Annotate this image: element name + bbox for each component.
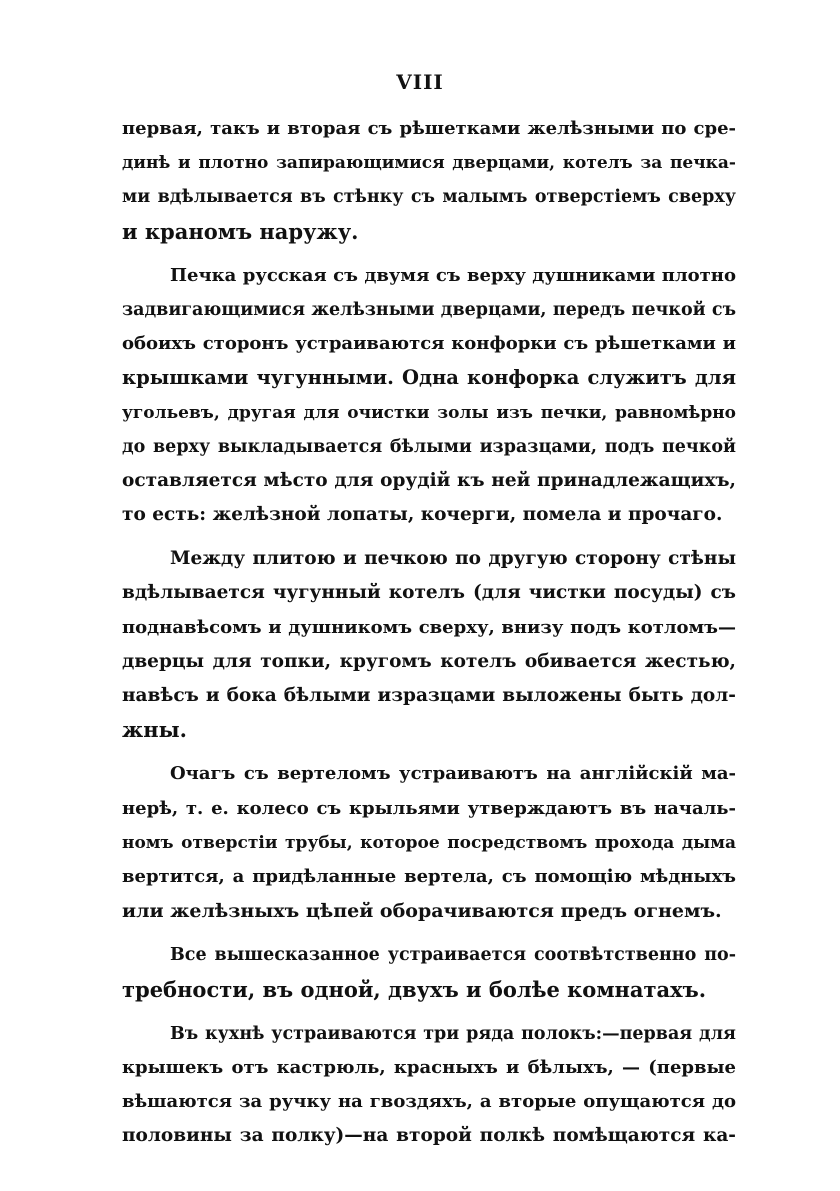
text-line: обоихъ сторонъ устраиваются конфорки съ рѣшетками и bbox=[122, 333, 736, 355]
text-line: дверцы для топки, кругомъ котелъ обивается жестью, bbox=[122, 650, 736, 672]
text-line: крышками чугунными. Одна конфорка служитъ для bbox=[122, 366, 736, 390]
text-line: угольевъ, другая для очистки золы изъ печки, равномѣрно bbox=[122, 402, 736, 423]
paragraph-1 bbox=[122, 112, 736, 249]
paragraph-5 bbox=[122, 938, 736, 1006]
text-line: Между плитою и печкою по другую сторону стѣны bbox=[170, 548, 736, 570]
paragraph-4 bbox=[122, 757, 736, 928]
text-line: оставляется мѣсто для орудій къ ней принадлежащихъ, bbox=[122, 469, 736, 491]
text-line: вертится, а придѣланные вертела, съ помощію мѣдныхъ bbox=[122, 865, 736, 887]
text-line: Печка русская съ двумя съ верху душниками плотно bbox=[170, 264, 736, 286]
text-line: половины за полку)—на второй полкѣ помѣщаются ка- bbox=[122, 1125, 736, 1147]
text-line: жны. bbox=[122, 717, 187, 743]
text-line: и краномъ наружу. bbox=[122, 218, 359, 244]
text-line: динѣ и плотно запирающимися дверцами, котелъ за печка- bbox=[122, 153, 736, 174]
text-line: или желѣзныхъ цѣпей оборачиваются предъ огнемъ. bbox=[122, 900, 722, 923]
text-line: Въ кухнѣ устраиваются три ряда полокъ:—первая для bbox=[170, 1023, 736, 1044]
text-line: поднавѣсомъ и душникомъ сверху, внизу подъ котломъ— bbox=[122, 616, 736, 638]
text-line: навѣсъ и бока бѣлыми изразцами выложены быть дол- bbox=[122, 685, 736, 706]
text-line: вдѣлывается чугунный котелъ (для чистки посуды) съ bbox=[122, 582, 736, 604]
text-line: вѣшаются за ручку на гвоздяхъ, а вторые опущаются до bbox=[122, 1091, 736, 1113]
paragraph-6 bbox=[122, 1017, 736, 1154]
text-line: крышекъ отъ кастрюль, красныхъ и бѣлыхъ, — (первые bbox=[122, 1056, 736, 1078]
text-line: то есть: желѣзной лопаты, кочерги, помела и прочаго. bbox=[122, 504, 723, 526]
text-line: до верху выкладывается бѣлыми изразцами, подъ печкой bbox=[122, 436, 736, 457]
text-line: задвигающимися желѣзными дверцами, передъ печкой съ bbox=[122, 299, 736, 320]
body-text bbox=[122, 112, 736, 1153]
text-line: Очагъ съ вертеломъ устраиваютъ на англійскій ма- bbox=[170, 763, 736, 785]
page-number: VIII bbox=[396, 70, 444, 94]
paragraph-2 bbox=[122, 259, 736, 533]
text-line: номъ отверстіи трубы, которое посредствомъ прохода дыма bbox=[122, 832, 736, 853]
text-line: ми вдѣлывается въ стѣнку съ малымъ отверстіемъ сверху bbox=[122, 187, 736, 208]
text-line: требности, въ одной, двухъ и болѣе комнатахъ. bbox=[122, 976, 707, 1002]
text-line: Все вышесказанное устраивается соотвѣтственно по- bbox=[170, 945, 736, 966]
text-line: нерѣ, т. е. колесо съ крыльями утверждаютъ въ началь- bbox=[122, 797, 736, 819]
text-line: первая, такъ и вторая съ рѣшетками желѣзными по сре- bbox=[122, 118, 736, 139]
paragraph-3 bbox=[122, 542, 736, 747]
